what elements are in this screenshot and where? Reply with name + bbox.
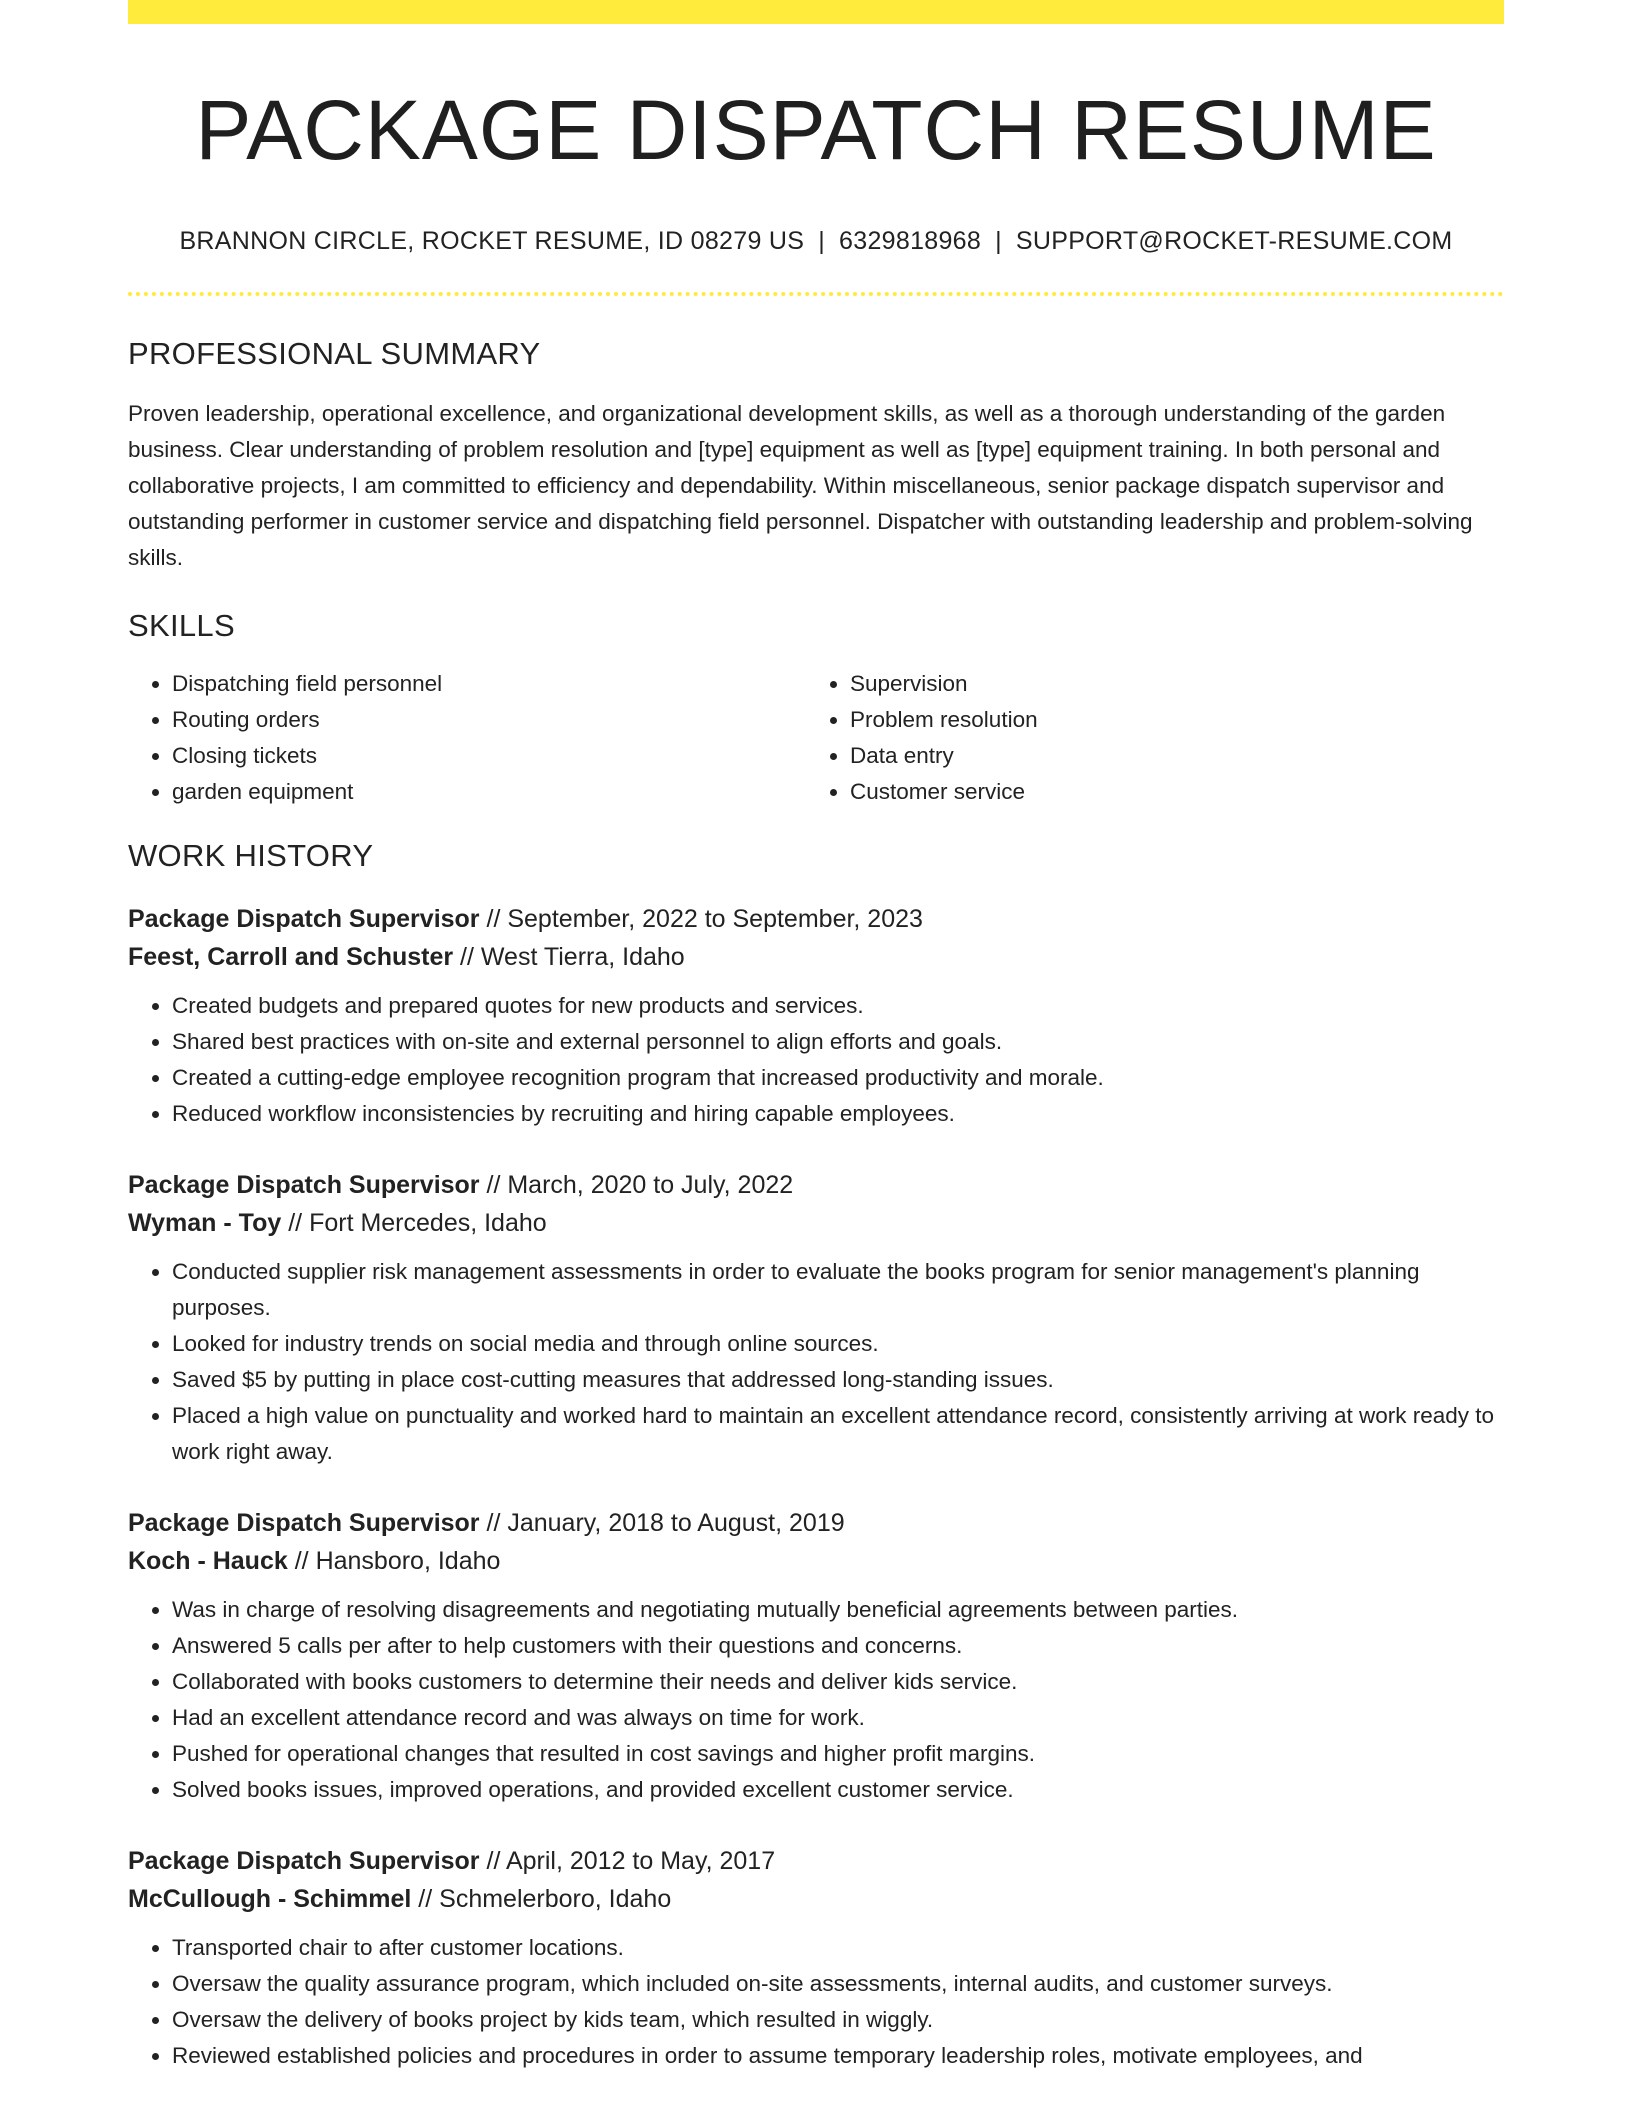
dotted-divider: [128, 292, 1504, 296]
job-title-line: [128, 1504, 1504, 1542]
job-bullet: • Reviewed established policies and procedures in order to assume temporary leadership roles, motivate employees, and: [172, 2038, 1504, 2074]
job-role: Package Dispatch Supervisor: [128, 1170, 480, 1199]
skill-item: • garden equipment: [172, 774, 806, 810]
job-title-line: [128, 900, 1504, 938]
skill-item: • Problem resolution: [850, 702, 1484, 738]
skill-item: • Routing orders: [172, 702, 806, 738]
job-separator: //: [479, 904, 508, 933]
job-separator: //: [411, 1884, 440, 1913]
job-separator: //: [281, 1208, 310, 1237]
job-company-line: [128, 938, 1504, 976]
job-separator: //: [479, 1846, 506, 1875]
skills-left-column: [128, 666, 806, 810]
job-location: West Tierra, Idaho: [480, 942, 685, 971]
job-bullet: • Saved $5 by putting in place cost-cutting measures that addressed long-standing issues.: [172, 1362, 1504, 1398]
job-separator: //: [287, 1546, 316, 1575]
contact-separator: |: [995, 226, 1002, 255]
job-company: Feest, Carroll and Schuster: [128, 942, 454, 971]
job-role: Package Dispatch Supervisor: [128, 904, 480, 933]
job-company-line: [128, 1542, 1504, 1580]
job-dates: April, 2012 to May, 2017: [505, 1846, 776, 1875]
job-role: Package Dispatch Supervisor: [128, 1508, 480, 1537]
skill-item: • Data entry: [850, 738, 1484, 774]
summary-text: Proven leadership, operational excellence, and organizational development skills, as well as a thorough understanding of the garden business. Clear understanding of problem resolution and [type] equipment as well as [type] equipment training. In both personal and collaborative projects, I am committed to efficiency and dependability. Within miscellaneous, senior package dispatch supervisor and outstanding performer in customer service and dispatching field personnel. Dispatcher with outstanding leadership and problem-solving skills.: [128, 400, 1473, 570]
job-bullets: [128, 1254, 1504, 1470]
skill-item: • Closing tickets: [172, 738, 806, 774]
resume-page: [128, 0, 1504, 2074]
job-entry: [128, 1504, 1504, 1808]
job-dates: January, 2018 to August, 2019: [507, 1508, 845, 1537]
job-separator: //: [453, 942, 481, 971]
contact-address: BRANNON CIRCLE, ROCKET RESUME, ID 08279 US: [179, 226, 805, 255]
work-history-heading: WORK HISTORY: [128, 837, 374, 873]
top-accent-bar: [128, 0, 1504, 24]
skills-right-column: [806, 666, 1484, 810]
contact-line: [128, 227, 1504, 256]
job-bullet: • Had an excellent attendance record and was always on time for work.: [172, 1700, 1504, 1736]
job-bullet: • Looked for industry trends on social media and through online sources.: [172, 1326, 1504, 1362]
job-separator: //: [479, 1170, 508, 1199]
job-bullet: • Oversaw the delivery of books project by kids team, which resulted in wiggly.: [172, 2002, 1504, 2038]
job-entry: [128, 900, 1504, 1132]
job-title-line: [128, 1166, 1504, 1204]
job-bullet: • Answered 5 calls per after to help customers with their questions and concerns.: [172, 1628, 1504, 1664]
job-entry: [128, 1166, 1504, 1470]
job-bullet: • Collaborated with books customers to determine their needs and deliver kids service.: [172, 1664, 1504, 1700]
job-bullet: • Transported chair to after customer locations.: [172, 1930, 1504, 1966]
skill-item: • Supervision: [850, 666, 1484, 702]
job-separator: //: [479, 1508, 508, 1537]
job-bullets: [128, 1592, 1504, 1808]
job-location: Hansboro, Idaho: [315, 1546, 501, 1575]
summary-heading: PROFESSIONAL SUMMARY: [128, 335, 541, 371]
job-bullet: • Created a cutting-edge employee recognition program that increased productivity and morale.: [172, 1060, 1504, 1096]
skills-list: [128, 666, 1504, 810]
contact-email: SUPPORT@ROCKET-RESUME.COM: [1015, 226, 1453, 255]
job-company-line: [128, 1880, 1504, 1918]
job-entry: [128, 1842, 1504, 2074]
job-bullet: • Placed a high value on punctuality and worked hard to maintain an excellent attendance record, consistently arriving at work ready to work right away.: [172, 1398, 1504, 1470]
job-company: McCullough - Schimmel: [128, 1884, 412, 1913]
job-bullets: [128, 1930, 1504, 2074]
job-title-line: [128, 1842, 1504, 1880]
skill-item: • Customer service: [850, 774, 1484, 810]
job-bullet: • Conducted supplier risk management assessments in order to evaluate the books program for senior management's planning purposes.: [172, 1254, 1504, 1326]
job-bullet: • Reduced workflow inconsistencies by recruiting and hiring capable employees.: [172, 1096, 1504, 1132]
job-bullet: • Oversaw the quality assurance program, which included on-site assessments, internal audits, and customer surveys.: [172, 1966, 1504, 2002]
skill-item: • Dispatching field personnel: [172, 666, 806, 702]
contact-separator: |: [818, 226, 826, 255]
contact-phone: 6329818968: [839, 226, 982, 255]
job-role: Package Dispatch Supervisor: [128, 1846, 480, 1875]
job-dates: March, 2020 to July, 2022: [507, 1170, 794, 1199]
job-location: Schmelerboro, Idaho: [439, 1884, 672, 1913]
job-bullet: • Pushed for operational changes that resulted in cost savings and higher profit margins.: [172, 1736, 1504, 1772]
skills-heading: SKILLS: [128, 607, 235, 643]
job-bullet: • Shared best practices with on-site and external personnel to align efforts and goals.: [172, 1024, 1504, 1060]
job-bullets: [128, 988, 1504, 1132]
job-company-line: [128, 1204, 1504, 1242]
job-location: Fort Mercedes, Idaho: [309, 1208, 547, 1237]
work-history-list: [128, 900, 1504, 2074]
job-bullet: • Was in charge of resolving disagreements and negotiating mutually beneficial agreements between parties.: [172, 1592, 1504, 1628]
job-company: Wyman - Toy: [128, 1208, 282, 1237]
job-bullet: • Solved books issues, improved operations, and provided excellent customer service.: [172, 1772, 1504, 1808]
resume-title: PACKAGE DISPATCH RESUME: [195, 83, 1437, 177]
job-company: Koch - Hauck: [128, 1546, 288, 1575]
job-bullet: • Created budgets and prepared quotes for new products and services.: [172, 988, 1504, 1024]
job-dates: September, 2022 to September, 2023: [507, 904, 923, 933]
